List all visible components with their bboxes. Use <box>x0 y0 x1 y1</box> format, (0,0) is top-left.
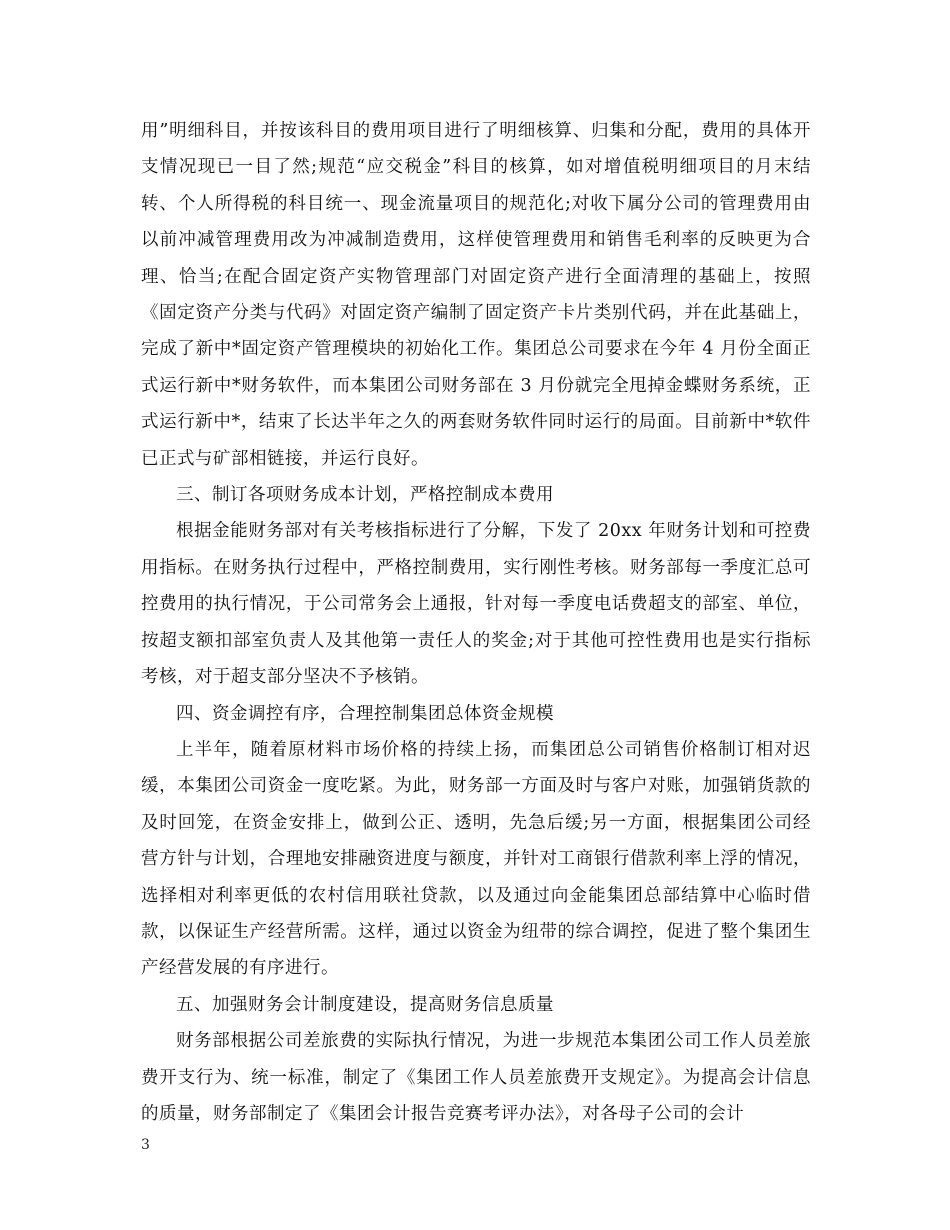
page-number: 3 <box>141 1137 150 1153</box>
section-heading-5: 五、加强财务会计制度建设，提高财务信息质量 <box>176 994 554 1015</box>
document-body <box>141 113 811 1132</box>
paragraph-continued: 用”明细科目，并按该科目的费用项目进行了明细核算、归集和分配，费用的具体开支情况现已一目了然;规范“应交税金”科目的核算，如对增值税明细项目的月末结转、个人所得税的科目统一、现金流量项目的规范化;对收下属分公司的管理费用由以前冲减管理费用改为冲减制造费用，这样使管理费用和销售毛利率的反映更为合理、恰当;在配合固定资产实物管理部门对固定资产进行全面清理的基础上，按照《固定资产分类与代码》对固定资产编制了固定资产卡片类别代码，并在此基础上，完成了新中*固定资产管理模块的初始化工作。集团总公司要求在今年 4 月份全面正式运行新中*财务软件，而本集团公司财务部在 3 月份就完全甩掉金蝶财务系统，正式运行新中*，结束了长达半年之久的两套财务软件同时运行的局面。目前新中*软件已正式与矿部相链接，并运行良好。 <box>141 121 811 469</box>
section-heading-3: 三、制订各项财务成本计划，严格控制成本费用 <box>176 485 554 506</box>
paragraph-accounting-system: 财务部根据公司差旅费的实际执行情况，为进一步规范本集团公司工作人员差旅费开支行为、统一标准，制定了《集团工作人员差旅费开支规定》。为提高会计信息的质量，财务部制定了《集团会计报告竞赛考评办法》，对各母子公司的会计 <box>141 1031 811 1124</box>
section-heading-4: 四、资金调控有序，合理控制集团总体资金规模 <box>176 703 554 724</box>
paragraph-cost-plan: 根据金能财务部对有关考核指标进行了分解，下发了 20xx 年财务计划和可控费用指标。在财务执行过程中，严格控制费用，实行刚性考核。财务部每一季度汇总可控费用的执行情况，于公司常务会上通报，针对每一季度电话费超支的部室、单位，按超支额扣部室负责人及其他第一责任人的奖金;对于其他可控性费用也是实行指标考核，对于超支部分坚决不予核销。 <box>141 521 811 688</box>
paragraph-fund-control: 上半年，随着原材料市场价格的持续上扬，而集团总公司销售价格制订相对迟缓，本集团公司资金一度吃紧。为此，财务部一方面及时与客户对账，加强销货款的及时回笼，在资金安排上，做到公正、透明，先急后缓;另一方面，根据集团公司经营方针与计划，合理地安排融资进度与额度，并针对工商银行借款利率上浮的情况，选择相对利率更低的农村信用联社贷款，以及通过向金能集团总部结算中心临时借款，以保证生产经营所需。这样，通过以资金为纽带的综合调控，促进了整个集团生产经营发展的有序进行。 <box>141 739 811 979</box>
